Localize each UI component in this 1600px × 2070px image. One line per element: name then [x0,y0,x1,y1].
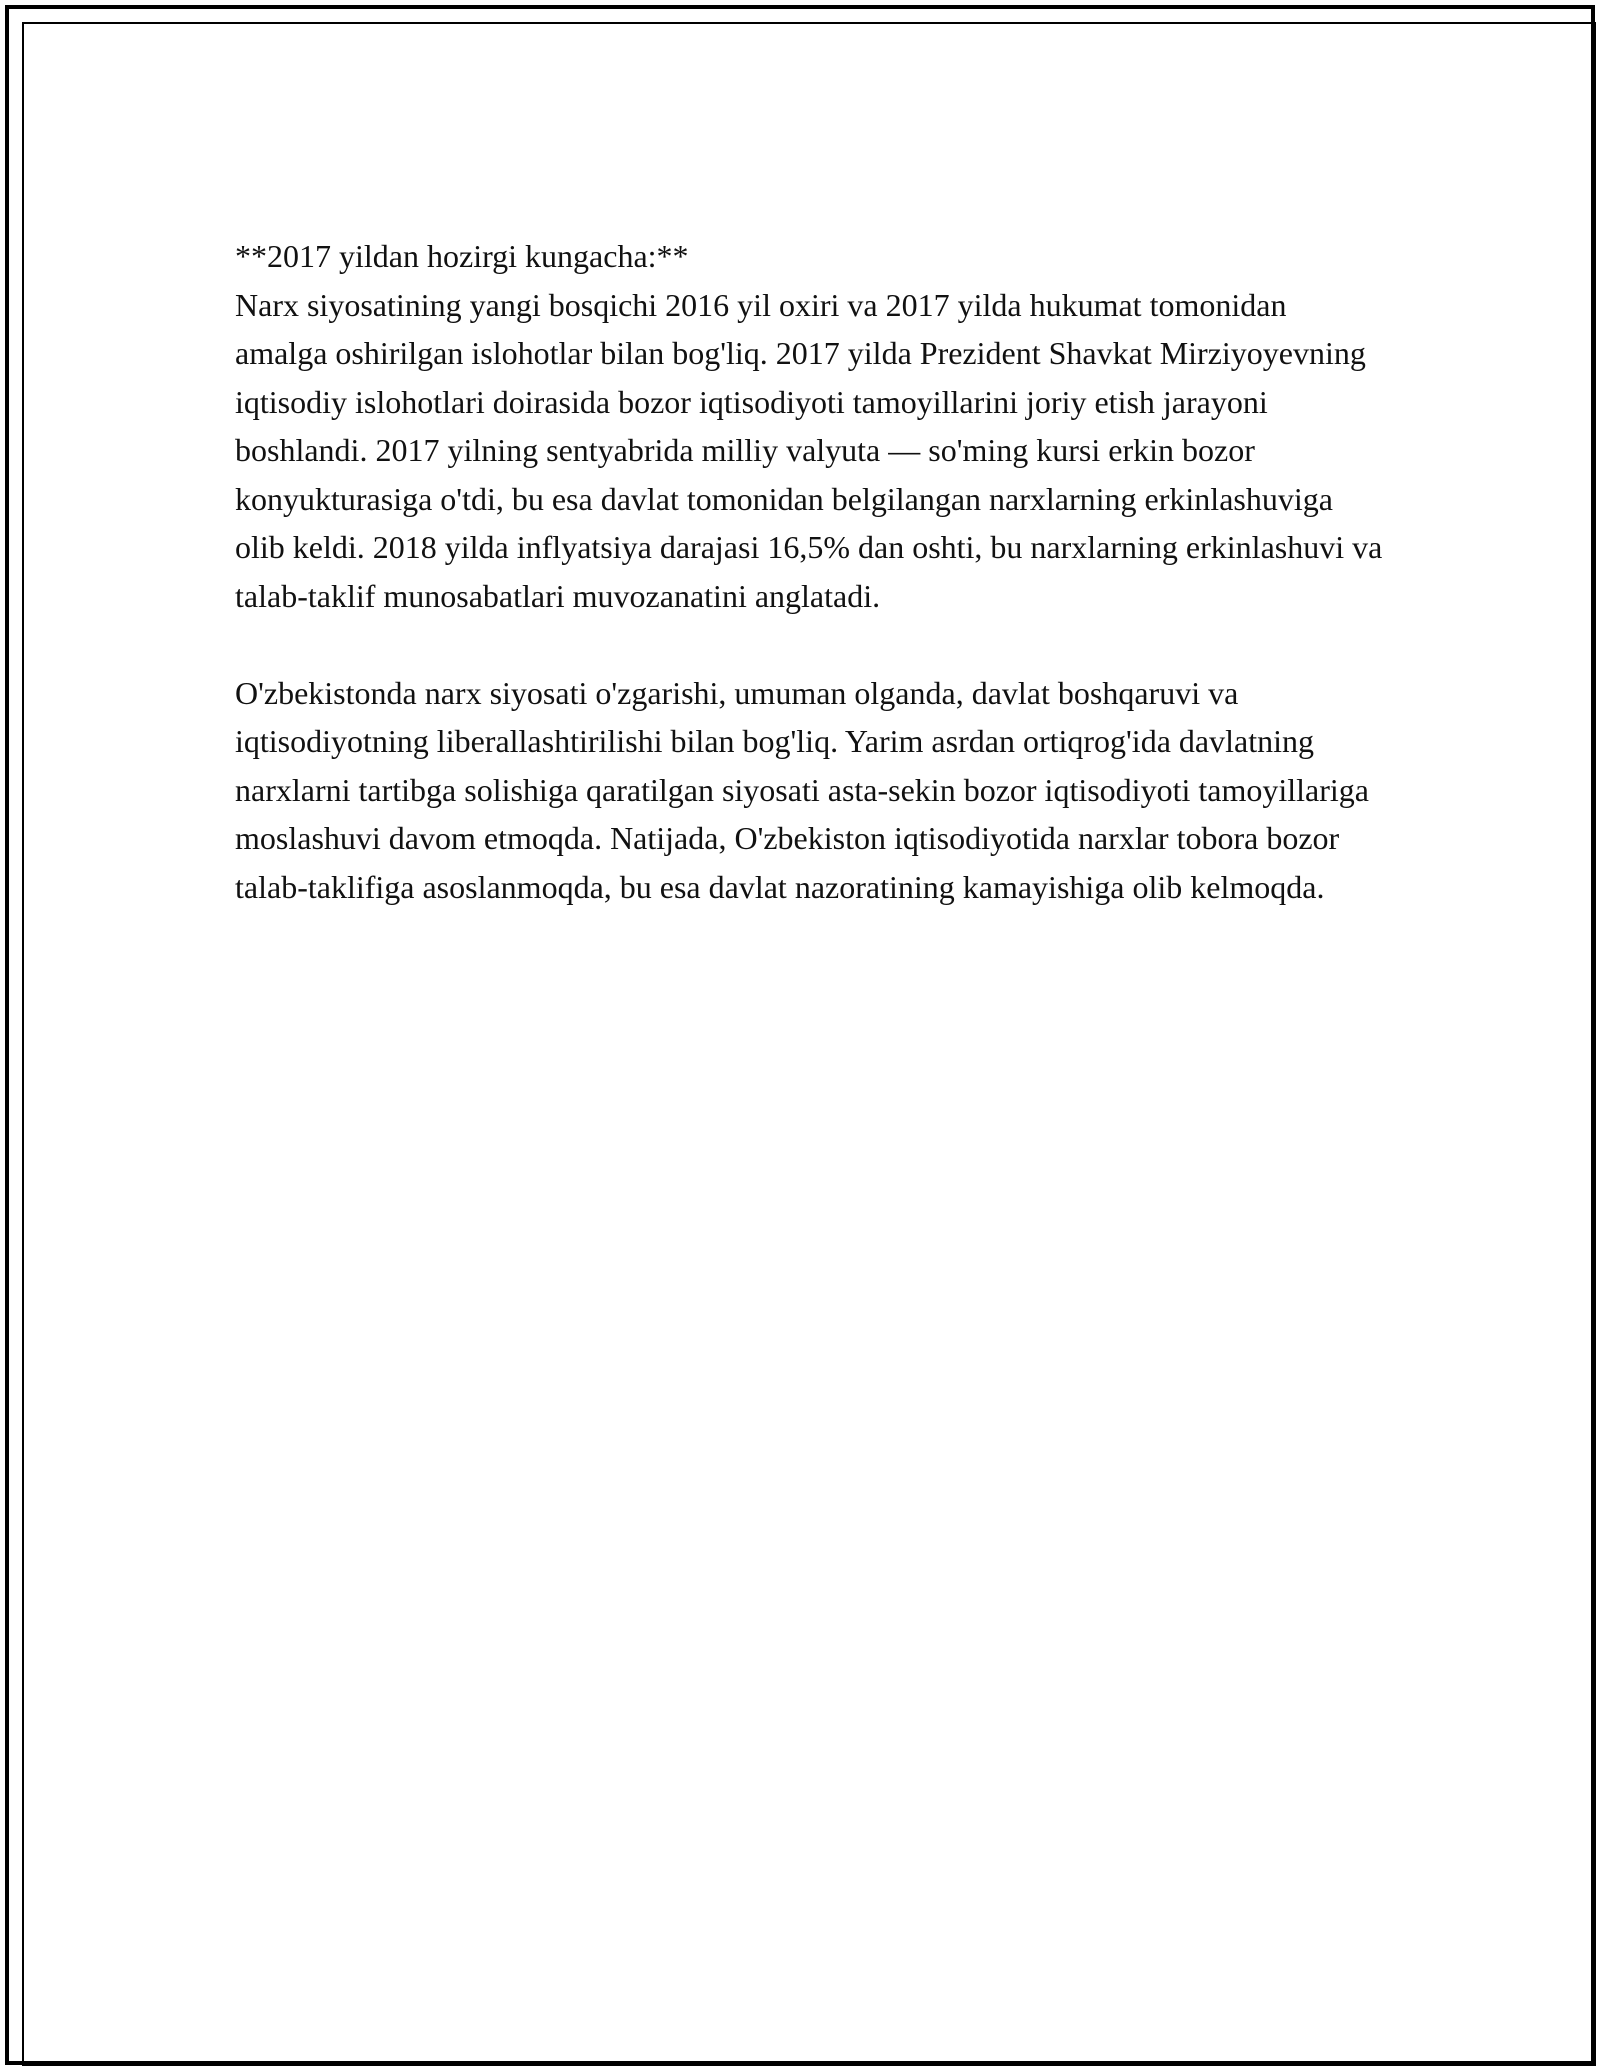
document-body [235,232,1385,911]
section-heading: **2017 yildan hozirgi kungacha:** [235,238,689,274]
paragraph-1: Narx siyosatining yangi bosqichi 2016 yil oxiri va 2017 yilda hukumat tomonidan amalga oshirilgan islohotlar bilan bog'liq. 2017 yilda Prezident Shavkat Mirziyoyevning iqtisodiy islohotlari doirasida bozor iqtisodiyoti tamoyillarini joriy etish jarayoni boshlandi. 2017 yilning sentyabrida milliy valyuta — so'ming kursi erkin bozor konyukturasiga o'tdi, bu esa davlat tomonidan belgilangan narxlarning erkinlashuviga olib keldi. 2018 yilda inflyatsiya darajasi 16,5% dan oshti, bu narxlarning erkinlashuvi va talab-taklif munosabatlari muvozanatini anglatadi. [235,286,1383,614]
paragraph-2: O'zbekistonda narx siyosati o'zgarishi, umuman olganda, davlat boshqaruvi va iqtisodiyotning liberallashtirilishi bilan bog'liq. Yarim asrdan ortiqrog'ida davlatning narxlarni tartibga solishiga qaratilgan siyosati asta-sekin bozor iqtisodiyoti tamoyillariga moslashuvi davom etmoqda. Natijada, O'zbekiston iqtisodiyotida narxlar tobora bozor talab-taklifiga asoslanmoqda, bu esa davlat nazoratining kamayishiga olib kelmoqda. [235,674,1369,905]
